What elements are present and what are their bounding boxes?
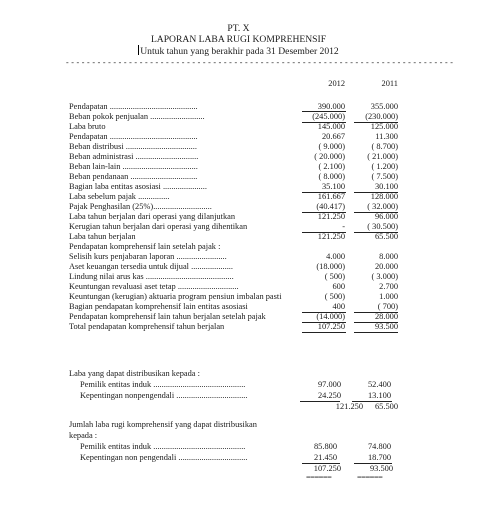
row-label: Keuntungan (kerugian) aktuaria program pensiun imbalan pasti	[69, 292, 282, 301]
year-2011-header: 2011	[381, 79, 398, 88]
row-value-2011: 8.000	[379, 252, 398, 261]
row-value-2012: ( 20.000)	[314, 152, 345, 161]
row-value-2012: 107.250	[317, 322, 345, 331]
row-value-2012: ( 2.100)	[318, 162, 345, 171]
row-value-2011: 355.000	[370, 102, 398, 111]
row-value-2011: 96.000	[374, 212, 398, 221]
row-value-2012: -	[342, 222, 345, 231]
section2-owner-2012: 85.800	[313, 442, 337, 451]
row-value-2011: ( 700)	[377, 302, 398, 311]
row-value-2012: 390.000	[317, 102, 345, 111]
row-value-2012: ( 8.000)	[318, 172, 345, 181]
row-value-2012: 121.250	[317, 212, 345, 221]
row-value-2011: 65.500	[374, 232, 398, 241]
row-value-2012: 35.100	[321, 182, 345, 191]
row-value-2011: 128.000	[370, 192, 398, 201]
section2-double-rule-2011: ======	[357, 473, 383, 482]
section1-total-2012: 121.250	[335, 402, 363, 411]
row-label: Beban distribusi ..................................	[69, 142, 197, 151]
row-value-2012: (14.000)	[316, 312, 345, 321]
section2-double-rule-2012: ======	[306, 473, 332, 482]
row-value-2012: 145.000	[317, 122, 345, 131]
row-value-2011: ( 21.000)	[367, 152, 398, 161]
row-label: Selisih kurs penjabaran laporan ........................	[69, 252, 227, 261]
section1-nci-label: Kepentingan nonpengendali ..................................	[80, 391, 248, 400]
row-label: Laba sebelum pajak ...............	[69, 192, 170, 201]
section2-total-2012: 107.250	[313, 464, 341, 473]
row-value-2011: 20.000	[374, 262, 398, 271]
row-label: Bagian laba entitas asosiasi .....................	[69, 182, 207, 191]
row-value-2012: 20.667	[321, 132, 345, 141]
row-value-2011: 11.300	[375, 132, 398, 141]
company-name: PT. X	[227, 23, 250, 34]
row-label: Pajak Penghasilan (25%)............................	[69, 202, 212, 211]
section1-owner-2011: 52.400	[367, 380, 391, 389]
row-value-2011: 93.500	[374, 322, 398, 331]
section1-total-2011: 65.500	[374, 402, 398, 411]
row-label: Laba bruto	[69, 122, 106, 131]
row-label: Aset keuangan tersedia untuk dijual ....................	[69, 262, 233, 271]
report-period: Untuk tahun yang berakhir pada 31 Desember 2012	[140, 46, 339, 57]
row-value-2012: 4.000	[326, 252, 345, 261]
section1-owner-2012: 97.000	[317, 380, 341, 389]
section1-title: Laba yang dapat distribusikan kepada :	[69, 369, 200, 378]
row-value-2011: ( 30.500)	[367, 222, 398, 231]
row-value-2011: 1.000	[379, 292, 398, 301]
row-label: Beban lain-lain ....................................	[69, 162, 198, 171]
row-value-2011: ( 8.700)	[371, 142, 398, 151]
section2-nci-label: Kepentingan non pengendali .................................	[80, 453, 248, 462]
row-underline-2011	[354, 332, 398, 333]
section2-title-line2: kepada :	[69, 431, 98, 440]
section2-owner-label: Pemilik entitas induk ............................................	[80, 442, 246, 451]
row-value-2012: 121.250	[317, 232, 345, 241]
section2-nci-2012: 21.450	[313, 453, 337, 462]
section1-nci-2011: 13.100	[367, 391, 391, 400]
row-label: Pendapatan ..........................................	[69, 102, 198, 111]
row-label: Total pendapatan komprehensif tahun berjalan	[69, 322, 225, 331]
section1-owner-label: Pemilik entitas induk ............................................	[80, 380, 246, 389]
row-label: Pendapatan komprehensif lain tahun berjalan setelah pajak	[69, 312, 266, 321]
row-label: Beban pokok penjualan ..........................	[69, 112, 205, 121]
row-value-2011: ( 32.000)	[367, 202, 398, 211]
row-label: Beban administrasi ..............................	[69, 152, 199, 161]
section2-nci-2011: 18.700	[367, 453, 391, 462]
header-dashed-rule: - - - - - - - - - - - - - - - - - - - - - - - - - - - - - - - - - - - - - - - - - - - - - - - - - - - - - - - - - - - - - - - - - - - - - - - - - -	[66, 58, 454, 67]
row-overline-2012	[302, 111, 346, 112]
row-value-2011: 125.000	[370, 122, 398, 131]
row-value-2011: 2.700	[379, 282, 398, 291]
row-value-2011: (230.000)	[365, 112, 398, 121]
row-value-2011: 28.000	[374, 312, 398, 321]
row-label: Laba tahun berjalan	[69, 232, 136, 241]
row-label: Beban pendanaan ................................	[69, 172, 198, 181]
row-value-2012: ( 9.000)	[318, 142, 345, 151]
row-value-2011: ( 7.500)	[371, 172, 398, 181]
row-underline-2012	[302, 332, 346, 333]
report-title: LAPORAN LABA RUGI KOMPREHENSIF	[150, 34, 327, 45]
row-value-2012: (40.417)	[316, 202, 345, 211]
row-value-2011: 30.100	[374, 182, 398, 191]
row-label: Laba tahun berjalan dari operasi yang dilanjutkan	[69, 212, 236, 221]
section2-total-2011: 93.500	[369, 464, 393, 473]
row-value-2012: 161.667	[317, 192, 345, 201]
row-label: Kerugian tahun berjalan dari operasi yang dihentikan	[69, 222, 248, 231]
row-value-2011: ( 1.200)	[371, 162, 398, 171]
row-label: Lindung nilai arus kas ..........................................	[69, 272, 234, 281]
year-2012-header: 2012	[328, 79, 345, 88]
row-value-2012: 400	[332, 302, 345, 311]
row-label: Pendapatan komprehensif lain setelah pajak :	[69, 242, 221, 251]
row-label: Bagian pendapatan komprehensif lain entitas asosiasi	[69, 302, 248, 311]
row-label: Keuntungan revaluasi aset tetap .............................	[69, 282, 239, 291]
row-value-2012: (18.000)	[316, 262, 345, 271]
section1-nci-2012: 24.250	[317, 391, 341, 400]
row-value-2012: ( 500)	[324, 272, 345, 281]
row-value-2012: ( 500)	[324, 292, 345, 301]
section2-owner-2011: 74.800	[367, 442, 391, 451]
row-value-2012: (245.000)	[312, 112, 345, 121]
row-label: Pendapatan ..........................................	[69, 132, 198, 141]
section2-title-line1: Jumlah laba rugi komprehensif yang dapat distribusikan	[69, 420, 257, 429]
row-value-2012: 600	[332, 282, 345, 291]
row-value-2011: ( 3.000)	[371, 272, 398, 281]
